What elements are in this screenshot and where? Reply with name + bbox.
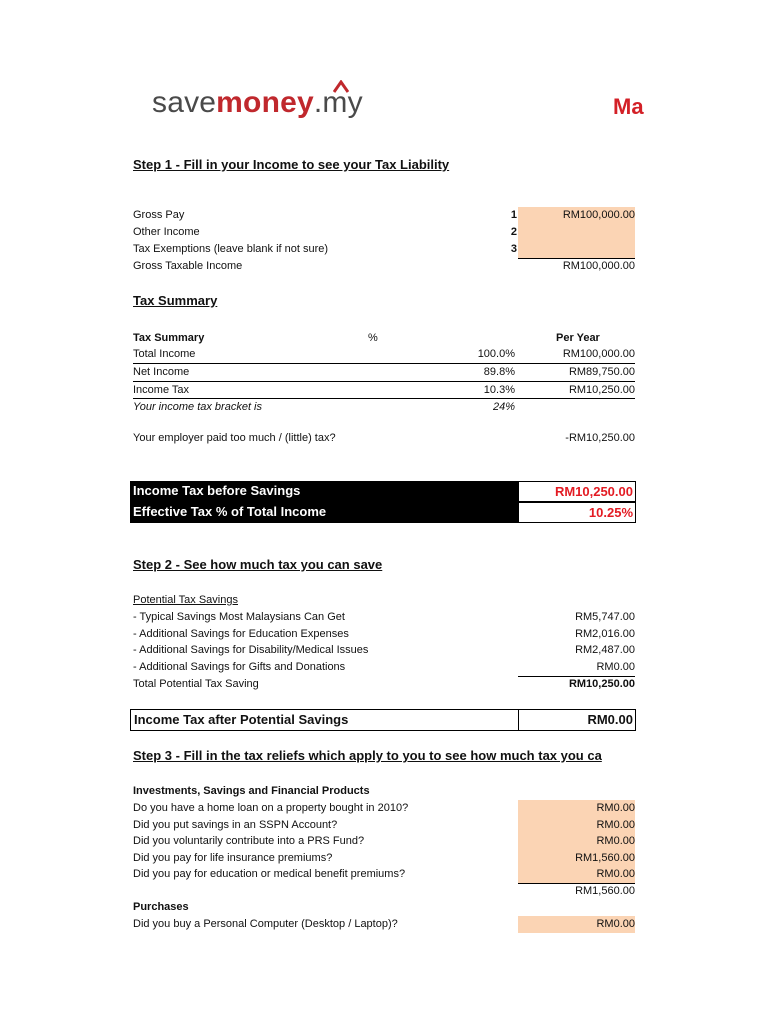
summary-col-pct: % xyxy=(368,332,378,344)
divider xyxy=(133,381,635,382)
logo-mark-icon xyxy=(333,80,349,94)
savings-row-label: - Additional Savings for Gifts and Donations xyxy=(133,661,346,673)
divider xyxy=(518,883,635,884)
relief-input[interactable]: RM0.00 xyxy=(518,866,635,883)
summary-row-pct: 100.0% xyxy=(477,348,515,360)
summary-row-pct: 10.3% xyxy=(483,384,515,396)
page-banner: Ma xyxy=(613,94,644,119)
other-income-num: 2 xyxy=(510,226,517,238)
savings-row-value: RM0.00 xyxy=(596,661,635,673)
relief-row-label: Did you voluntarily contribute into a PRS Fund? xyxy=(133,835,365,847)
effective-tax-label: Effective Tax % of Total Income xyxy=(133,504,327,519)
savings-row-label: - Additional Savings for Education Expenses xyxy=(133,628,349,640)
tax-exemptions-num: 3 xyxy=(510,243,517,255)
savings-row-value: RM2,016.00 xyxy=(575,628,635,640)
summary-row-label: Income Tax xyxy=(133,384,190,396)
gross-pay-label: Gross Pay xyxy=(133,209,185,221)
summary-col-year: Per Year xyxy=(556,332,600,344)
summary-row-year: RM10,250.00 xyxy=(568,384,635,396)
gross-taxable-value: RM100,000.00 xyxy=(562,260,635,272)
after-savings-value-box xyxy=(518,709,636,731)
effective-tax-box xyxy=(518,502,636,523)
relief-input[interactable]: RM0.00 xyxy=(518,800,635,817)
logo-save: save xyxy=(152,86,217,119)
logo-money: money xyxy=(216,86,314,119)
employer-paid-label: Your employer paid too much / (little) tax? xyxy=(133,432,336,444)
gross-taxable-label: Gross Taxable Income xyxy=(133,260,243,272)
step1-heading: Step 1 - Fill in your Income to see your Tax Liability xyxy=(133,157,450,172)
savings-row-value: RM2,487.00 xyxy=(575,644,635,656)
relief-row-label: Did you pay for life insurance premiums? xyxy=(133,852,333,864)
divider xyxy=(133,398,635,399)
income-tax-before-box xyxy=(518,481,636,502)
summary-row-label: Net Income xyxy=(133,366,190,378)
income-tax-before-label: Income Tax before Savings xyxy=(133,483,301,498)
divider xyxy=(518,676,635,677)
gross-pay-num: 1 xyxy=(510,209,517,221)
purchase-input[interactable]: RM0.00 xyxy=(518,916,635,933)
step3-heading: Step 3 - Fill in the tax reliefs which apply to you to see how much tax you ca xyxy=(133,748,602,763)
income-tax-before-bar xyxy=(130,481,518,502)
summary-row-pct: 89.8% xyxy=(483,366,515,378)
income-tax-before-value: RM10,250.00 xyxy=(554,484,633,499)
summary-col-label: Tax Summary xyxy=(133,332,205,344)
after-savings-label-box xyxy=(130,709,519,731)
savings-row-label: - Typical Savings Most Malaysians Can Get xyxy=(133,611,345,623)
purchase-row-label: Did you buy a Personal Computer (Desktop / Laptop)? xyxy=(133,918,398,930)
divider xyxy=(133,363,635,364)
savings-row-label: - Additional Savings for Disability/Medical Issues xyxy=(133,644,369,656)
logo-my: .my xyxy=(313,86,363,119)
potential-savings-subheading: Potential Tax Savings xyxy=(133,594,238,606)
divider xyxy=(518,258,635,259)
relief-input[interactable]: RM1,560.00 xyxy=(518,850,635,867)
employer-paid-value: -RM10,250.00 xyxy=(565,432,635,444)
summary-row-year: RM100,000.00 xyxy=(562,348,635,360)
total-saving-label: Total Potential Tax Saving xyxy=(133,678,259,690)
relief-row-label: Do you have a home loan on a property bought in 2010? xyxy=(133,802,409,814)
purchases-heading: Purchases xyxy=(133,901,189,913)
relief-input[interactable]: RM0.00 xyxy=(518,817,635,834)
tax-bracket-label: Your income tax bracket is xyxy=(133,401,263,413)
effective-tax-value: 10.25% xyxy=(588,505,633,520)
tax-exemptions-input[interactable] xyxy=(518,241,635,258)
step2-heading: Step 2 - See how much tax you can save xyxy=(133,557,383,572)
other-income-label: Other Income xyxy=(133,226,200,238)
summary-row-label: Total Income xyxy=(133,348,196,360)
after-savings-value: RM0.00 xyxy=(587,712,633,727)
relief-row-label: Did you pay for education or medical benefit premiums? xyxy=(133,868,406,880)
investments-subtotal: RM1,560.00 xyxy=(575,885,635,897)
effective-tax-bar xyxy=(130,502,518,523)
investments-heading: Investments, Savings and Financial Products xyxy=(133,785,370,797)
summary-row-year: RM89,750.00 xyxy=(568,366,635,378)
total-saving-value: RM10,250.00 xyxy=(568,678,635,690)
tax-bracket-value: 24% xyxy=(492,401,515,413)
tax-exemptions-label: Tax Exemptions (leave blank if not sure) xyxy=(133,243,329,255)
relief-row-label: Did you put savings in an SSPN Account? xyxy=(133,819,338,831)
tax-summary-heading: Tax Summary xyxy=(133,293,218,308)
other-income-input[interactable] xyxy=(518,224,635,241)
gross-pay-input[interactable]: RM100,000.00 xyxy=(518,207,635,224)
savemoney-logo xyxy=(152,86,363,120)
savings-row-value: RM5,747.00 xyxy=(575,611,635,623)
relief-input[interactable]: RM0.00 xyxy=(518,833,635,850)
after-savings-label: Income Tax after Potential Savings xyxy=(134,712,349,727)
